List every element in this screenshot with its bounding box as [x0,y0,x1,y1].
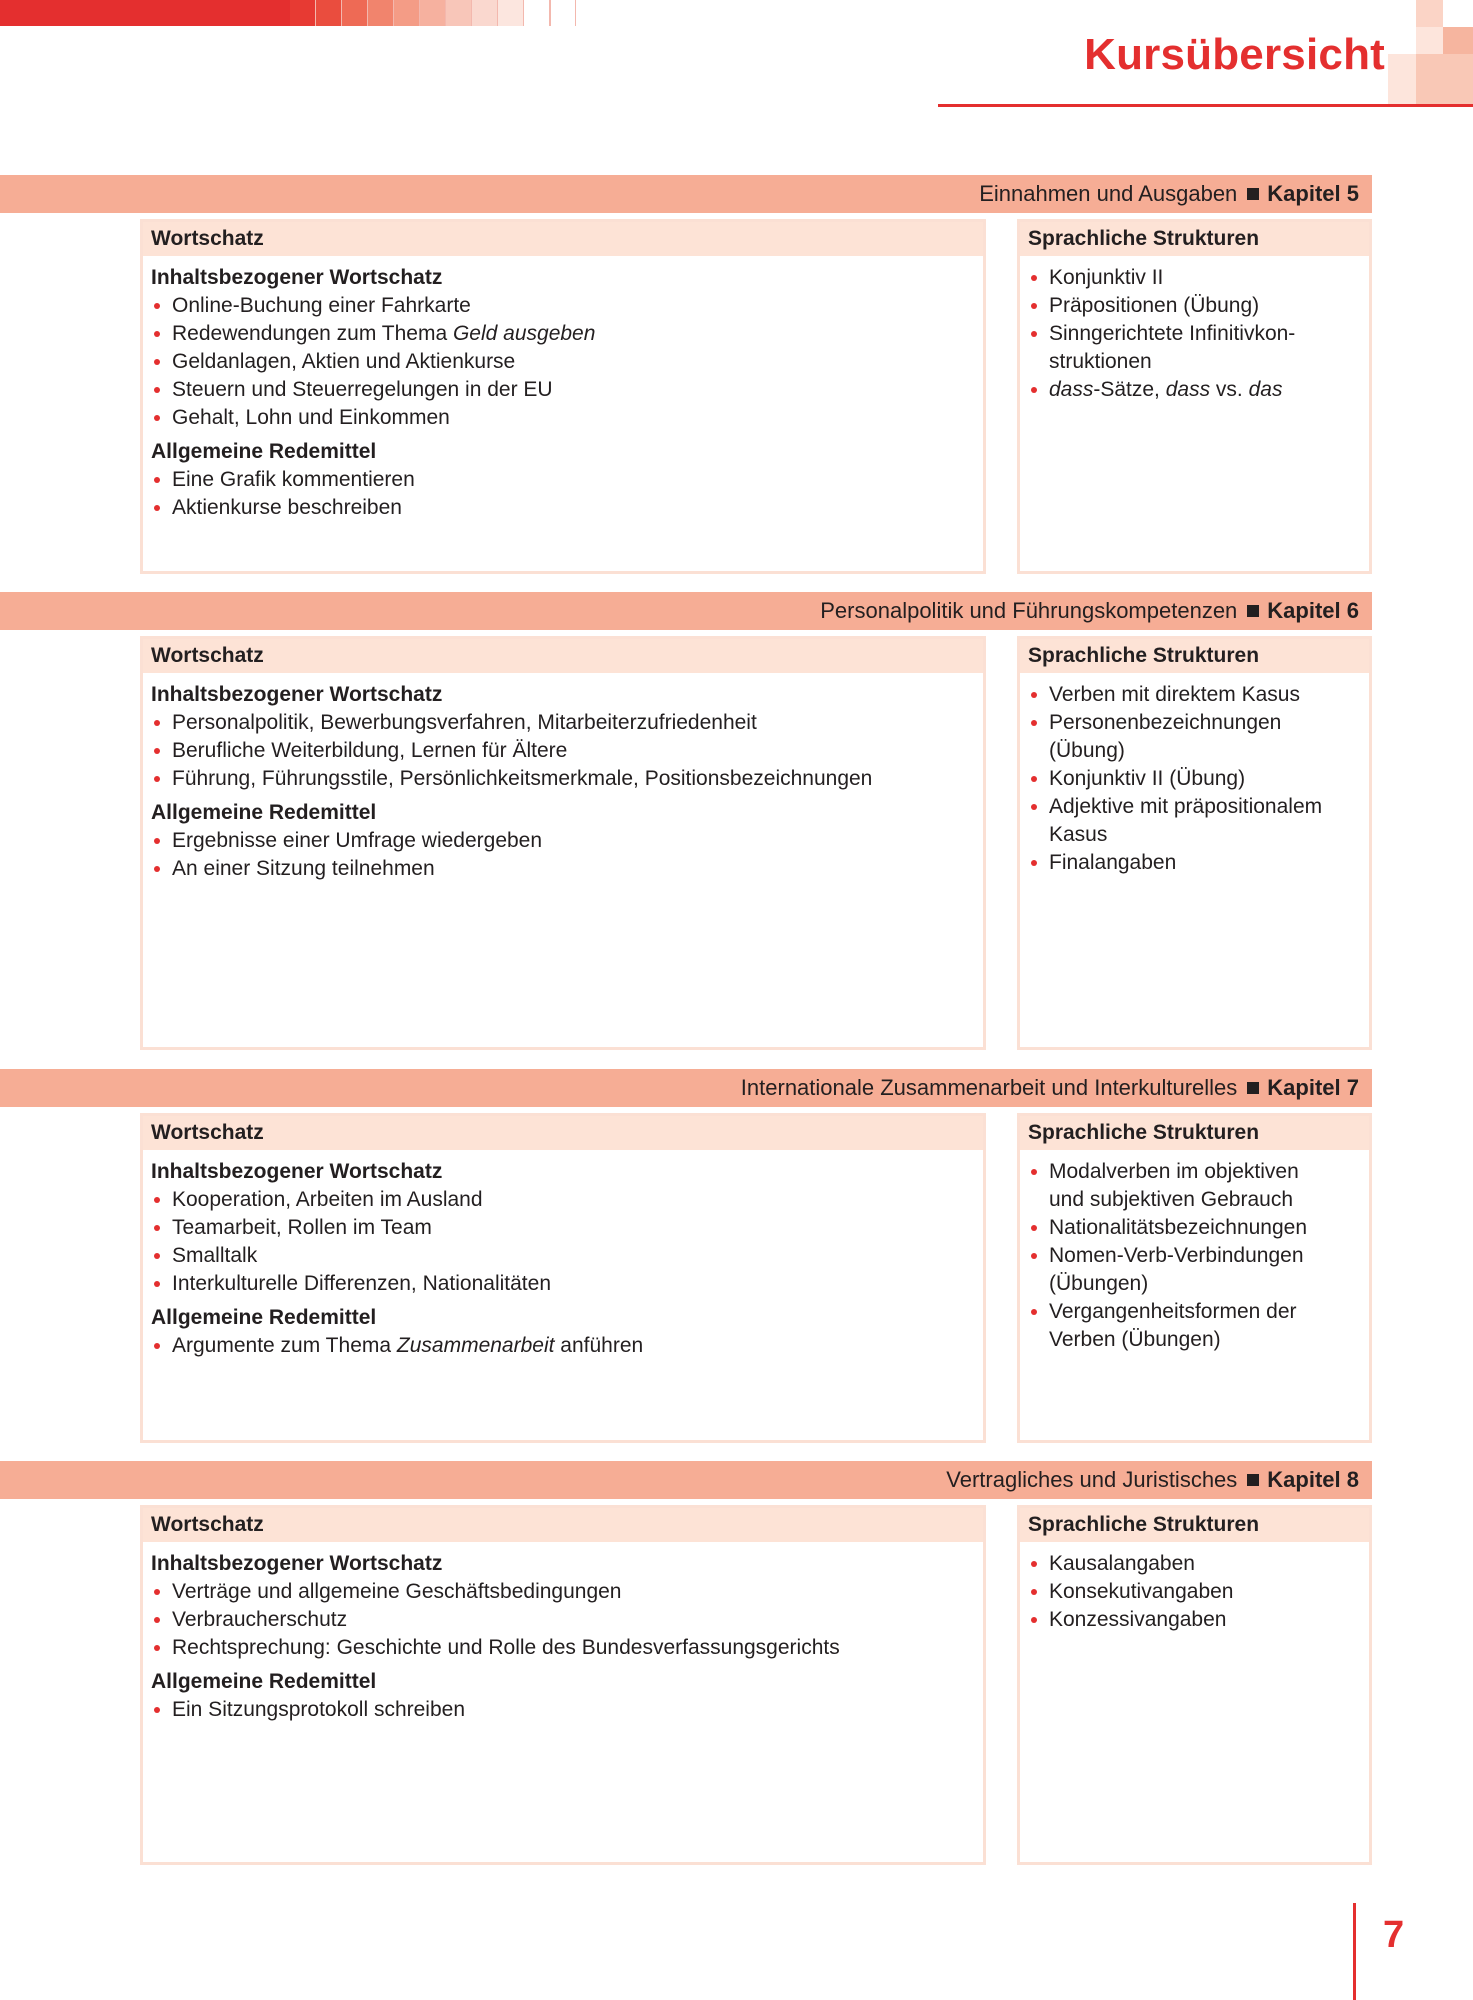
square-bullet-icon [1247,1082,1259,1094]
inhalt-heading: Inhaltsbezogener Wortschatz [151,1160,443,1183]
strukturen-heading: Sprachliche Strukturen [1020,1116,1369,1150]
list-item: Ein Sitzungsprotokoll schreiben [151,1696,975,1724]
strukturen-box-5 [1017,219,1372,574]
inhalt-heading: Inhaltsbezogener Wortschatz [151,1552,443,1575]
wortschatz-box-5 [140,219,986,574]
chapter-topic: Vertragliches und Juristisches [946,1467,1238,1492]
list-item: Modalverben im objektiven und subjektiven Gebrauch [1028,1158,1361,1214]
list-item: Berufliche Weiterbildung, Lernen für Ältere [151,737,975,765]
chapter-bar-6 [0,592,1372,630]
wortschatz-box-6 [140,636,986,1050]
list-item: Interkulturelle Differenzen, Nationalitäten [151,1270,975,1298]
inhalt-list [151,292,975,432]
redemittel-heading: Allgemeine Redemittel [151,1670,377,1693]
list-item: Personenbezeichnungen (Übung) [1028,709,1361,765]
inhalt-list [151,709,975,793]
list-item: Personalpolitik, Bewerbungsverfahren, Mitarbeiterzufriedenheit [151,709,975,737]
page-title: Kursübersicht [1084,30,1385,79]
chapter-topic: Internationale Zusammenarbeit und Interkulturelles [740,1075,1238,1100]
list-item: Aktienkurse beschreiben [151,494,975,522]
list-item: Smalltalk [151,1242,975,1270]
chapter-number: Kapitel 8 [1267,1467,1359,1492]
chapter-bar-5 [0,175,1372,213]
strukturen-heading: Sprachliche Strukturen [1020,639,1369,673]
list-item: Konzessivangaben [1028,1606,1361,1634]
redemittel-list [151,466,975,522]
chapter-bar-7 [0,1069,1372,1107]
top-decorative-strip [0,0,576,26]
list-item: Verbraucherschutz [151,1606,975,1634]
list-item: Steuern und Steuerregelungen in der EU [151,376,975,404]
list-item: Vergangenheitsformen der Verben (Übungen) [1028,1298,1361,1354]
list-item: Sinngerichtete Infinitivkon- struktionen [1028,320,1361,376]
redemittel-heading: Allgemeine Redemittel [151,801,377,824]
list-item: Nomen-Verb-Verbindungen (Übungen) [1028,1242,1361,1298]
strukturen-list [1028,1550,1361,1634]
list-item: dass-Sätze, dass vs. das [1028,376,1361,404]
list-item: Kausalangaben [1028,1550,1361,1578]
wortschatz-heading: Wortschatz [143,1508,983,1542]
chapter-topic: Einnahmen und Ausgaben [979,181,1238,206]
list-item: Nationalitätsbezeichnungen [1028,1214,1361,1242]
strukturen-box-8 [1017,1505,1372,1865]
list-item: Verträge und allgemeine Geschäftsbedingungen [151,1578,975,1606]
inhalt-list [151,1186,975,1298]
list-item: Argumente zum Thema Zusammenarbeit anführen [151,1332,975,1360]
list-item: Ergebnisse einer Umfrage wiedergeben [151,827,975,855]
list-item: Führung, Führungsstile, Persönlichkeitsmerkmale, Positionsbezeichnungen [151,765,975,793]
redemittel-list [151,827,975,883]
page-number: 7 [1383,1914,1405,1956]
redemittel-list [151,1696,975,1724]
list-item: Konjunktiv II [1028,264,1361,292]
strukturen-list [1028,681,1361,877]
list-item: Präpositionen (Übung) [1028,292,1361,320]
inhalt-heading: Inhaltsbezogener Wortschatz [151,683,443,706]
list-item: Geldanlagen, Aktien und Aktienkurse [151,348,975,376]
list-item: Eine Grafik kommentieren [151,466,975,494]
redemittel-list [151,1332,975,1360]
list-item: Redewendungen zum Thema Geld ausgeben [151,320,975,348]
page-number-rule [1353,1903,1356,2000]
strukturen-heading: Sprachliche Strukturen [1020,1508,1369,1542]
strukturen-list [1028,264,1361,404]
title-rule [938,104,1473,107]
list-item: Finalangaben [1028,849,1361,877]
wortschatz-box-8 [140,1505,986,1865]
inhalt-heading: Inhaltsbezogener Wortschatz [151,266,443,289]
strukturen-heading: Sprachliche Strukturen [1020,222,1369,256]
redemittel-heading: Allgemeine Redemittel [151,440,377,463]
list-item: Rechtsprechung: Geschichte und Rolle des Bundesverfassungsgerichts [151,1634,975,1662]
wortschatz-heading: Wortschatz [143,639,983,673]
list-item: Online-Buchung einer Fahrkarte [151,292,975,320]
strukturen-list [1028,1158,1361,1354]
list-item: Gehalt, Lohn und Einkommen [151,404,975,432]
wortschatz-heading: Wortschatz [143,222,983,256]
list-item: Konsekutivangaben [1028,1578,1361,1606]
wortschatz-heading: Wortschatz [143,1116,983,1150]
strukturen-box-6 [1017,636,1372,1050]
inhalt-list [151,1578,975,1662]
square-bullet-icon [1247,605,1259,617]
chapter-topic: Personalpolitik und Führungskompetenzen [820,598,1238,623]
square-bullet-icon [1247,1474,1259,1486]
list-item: Kooperation, Arbeiten im Ausland [151,1186,975,1214]
list-item: Konjunktiv II (Übung) [1028,765,1361,793]
square-bullet-icon [1247,188,1259,200]
list-item: Teamarbeit, Rollen im Team [151,1214,975,1242]
chapter-number: Kapitel 6 [1267,598,1359,623]
chapter-bar-8 [0,1461,1372,1499]
wortschatz-box-7 [140,1113,986,1443]
chapter-number: Kapitel 7 [1267,1075,1359,1100]
redemittel-heading: Allgemeine Redemittel [151,1306,377,1329]
strukturen-box-7 [1017,1113,1372,1443]
chapter-number: Kapitel 5 [1267,181,1359,206]
list-item: Verben mit direktem Kasus [1028,681,1361,709]
list-item: An einer Sitzung teilnehmen [151,855,975,883]
list-item: Adjektive mit präpositionalem Kasus [1028,793,1361,849]
